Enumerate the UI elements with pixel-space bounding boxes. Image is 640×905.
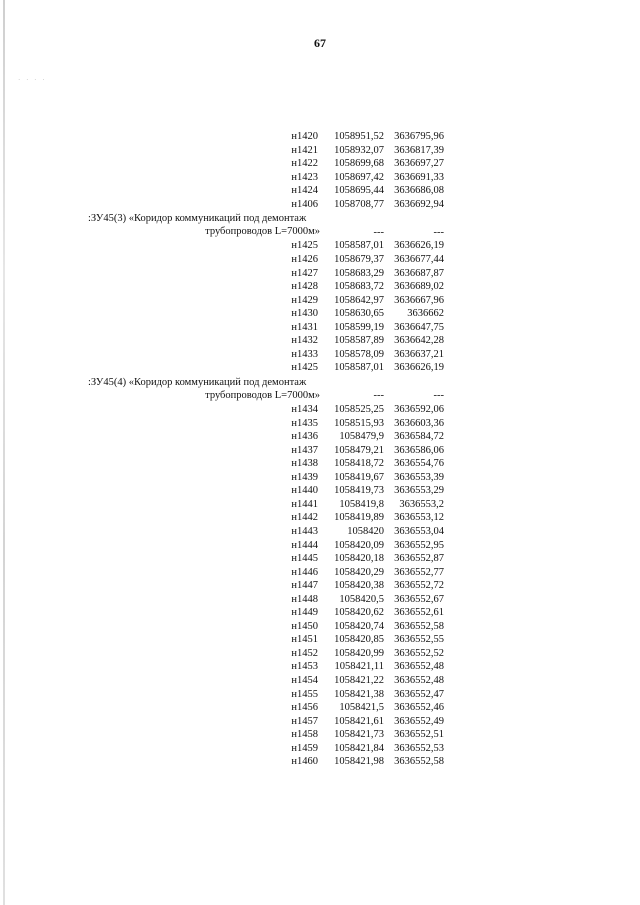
coord-x: 1058642,97 bbox=[334, 294, 384, 306]
table-row bbox=[0, 484, 640, 497]
table-row bbox=[0, 701, 640, 714]
coord-x: 1058421,5 bbox=[339, 702, 384, 714]
coord-x: 1058421,38 bbox=[334, 688, 384, 700]
point-id: н1450 bbox=[291, 620, 318, 632]
point-id: н1431 bbox=[291, 321, 318, 333]
table-row bbox=[0, 674, 640, 687]
point-id: н1442 bbox=[291, 512, 318, 524]
table-row bbox=[0, 417, 640, 430]
coord-x: --- bbox=[373, 226, 384, 238]
coord-y: 3636697,27 bbox=[394, 158, 444, 170]
coord-y: 3636552,95 bbox=[394, 539, 444, 551]
table-row bbox=[0, 361, 640, 374]
table-row bbox=[0, 444, 640, 457]
table-row bbox=[0, 130, 640, 143]
coord-y: 3636552,61 bbox=[394, 607, 444, 619]
coord-x: 1058419,89 bbox=[334, 512, 384, 524]
coord-y: 3636553,29 bbox=[394, 485, 444, 497]
table-row bbox=[0, 579, 640, 592]
point-id: н1436 bbox=[291, 431, 318, 443]
table-row bbox=[0, 430, 640, 443]
coord-x: 1058421,73 bbox=[334, 729, 384, 741]
coord-x: 1058679,37 bbox=[334, 253, 384, 265]
coord-x: 1058599,19 bbox=[334, 321, 384, 333]
table-row bbox=[0, 688, 640, 701]
point-id: н1439 bbox=[291, 471, 318, 483]
point-id: н1425 bbox=[291, 362, 318, 374]
point-id: н1426 bbox=[291, 253, 318, 265]
table-row bbox=[0, 593, 640, 606]
coord-y: 3636626,19 bbox=[394, 240, 444, 252]
point-id: н1453 bbox=[291, 661, 318, 673]
coord-x: 1058420,74 bbox=[334, 620, 384, 632]
coord-x: 1058479,21 bbox=[334, 444, 384, 456]
coord-y: 3636795,96 bbox=[394, 131, 444, 142]
coord-y: 3636552,55 bbox=[394, 634, 444, 646]
table-row bbox=[0, 253, 640, 266]
coord-x: 1058683,29 bbox=[334, 267, 384, 279]
table-row bbox=[0, 184, 640, 197]
table-row bbox=[0, 742, 640, 755]
point-id: н1440 bbox=[291, 485, 318, 497]
coord-x: --- bbox=[373, 390, 384, 402]
coord-x: 1058587,89 bbox=[334, 335, 384, 347]
point-id: н1421 bbox=[291, 144, 318, 156]
coord-x: 1058420,29 bbox=[334, 566, 384, 578]
coord-x: 1058420,62 bbox=[334, 607, 384, 619]
coord-y: 3636647,75 bbox=[394, 321, 444, 333]
coord-y: 3636553,2 bbox=[399, 498, 444, 510]
coord-y: 3636553,12 bbox=[394, 512, 444, 524]
point-id: н1441 bbox=[291, 498, 318, 510]
coord-y: --- bbox=[433, 390, 444, 402]
point-id: н1432 bbox=[291, 335, 318, 347]
coord-x: 1058695,44 bbox=[334, 185, 384, 197]
coord-y: 3636552,58 bbox=[394, 620, 444, 632]
coord-y: 3636692,94 bbox=[394, 198, 444, 210]
table-row bbox=[0, 171, 640, 184]
coord-x: 1058587,01 bbox=[334, 240, 384, 252]
point-id: н1434 bbox=[291, 404, 318, 415]
table-row bbox=[0, 660, 640, 673]
coord-x: 1058420 bbox=[347, 525, 384, 537]
table-row bbox=[0, 633, 640, 646]
table-row bbox=[0, 239, 640, 252]
coord-x: 1058421,11 bbox=[334, 661, 384, 673]
point-id: н1444 bbox=[291, 539, 318, 551]
table-row bbox=[0, 647, 640, 660]
coord-x: 1058630,65 bbox=[334, 308, 384, 320]
coord-x: 1058419,73 bbox=[334, 485, 384, 497]
coord-y: 3636552,52 bbox=[394, 647, 444, 659]
coord-x: 1058419,67 bbox=[334, 471, 384, 483]
coord-y: --- bbox=[433, 226, 444, 238]
point-id: н1438 bbox=[291, 458, 318, 470]
point-id: н1452 bbox=[291, 647, 318, 659]
coord-x: 1058578,09 bbox=[334, 348, 384, 360]
coord-y: 3636677,44 bbox=[394, 253, 444, 265]
coord-y: 3636689,02 bbox=[394, 281, 444, 293]
coord-x: 1058420,85 bbox=[334, 634, 384, 646]
point-id: н1448 bbox=[291, 593, 318, 605]
table-row bbox=[0, 294, 640, 307]
coord-y: 3636552,53 bbox=[394, 742, 444, 754]
point-id: н1449 bbox=[291, 607, 318, 619]
coord-y: 3636553,04 bbox=[394, 525, 444, 537]
section-title-line-2: трубопроводов L=7000м» bbox=[205, 226, 320, 238]
point-id: н1456 bbox=[291, 702, 318, 714]
coord-y: 3636586,06 bbox=[394, 444, 444, 456]
coord-x: 1058951,52 bbox=[334, 131, 384, 142]
table-row bbox=[0, 715, 640, 728]
dash-row bbox=[0, 389, 640, 402]
point-id: н1443 bbox=[291, 525, 318, 537]
coord-x: 1058708,77 bbox=[334, 198, 384, 210]
coord-x: 1058420,5 bbox=[339, 593, 384, 605]
point-id: н1446 bbox=[291, 566, 318, 578]
table-row bbox=[0, 728, 640, 741]
coord-x: 1058932,07 bbox=[334, 144, 384, 156]
coord-x: 1058419,8 bbox=[339, 498, 384, 510]
point-id: н1433 bbox=[291, 348, 318, 360]
coord-x: 1058587,01 bbox=[334, 362, 384, 374]
coord-y: 3636552,72 bbox=[394, 580, 444, 592]
dash-row bbox=[0, 226, 640, 239]
coord-y: 3636552,51 bbox=[394, 729, 444, 741]
point-id: н1406 bbox=[291, 198, 318, 210]
table-row bbox=[0, 144, 640, 157]
point-id: н1459 bbox=[291, 742, 318, 754]
coord-y: 3636687,87 bbox=[394, 267, 444, 279]
coord-y: 3636552,58 bbox=[394, 756, 444, 768]
coord-x: 1058683,72 bbox=[334, 281, 384, 293]
coord-x: 1058420,18 bbox=[334, 553, 384, 565]
table-row bbox=[0, 157, 640, 170]
coord-y: 3636642,28 bbox=[394, 335, 444, 347]
table-row bbox=[0, 566, 640, 579]
coord-y: 3636552,46 bbox=[394, 702, 444, 714]
coord-y: 3636553,39 bbox=[394, 471, 444, 483]
coord-x: 1058699,68 bbox=[334, 158, 384, 170]
table-row bbox=[0, 606, 640, 619]
point-id: н1435 bbox=[291, 417, 318, 429]
coord-x: 1058525,25 bbox=[334, 404, 384, 415]
coord-x: 1058479,9 bbox=[339, 431, 384, 443]
point-id: н1428 bbox=[291, 281, 318, 293]
coord-x: 1058421,22 bbox=[334, 675, 384, 686]
point-id: н1429 bbox=[291, 294, 318, 306]
table-row bbox=[0, 552, 640, 565]
coord-x: 1058420,38 bbox=[334, 580, 384, 592]
coord-y: 3636552,47 bbox=[394, 688, 444, 700]
point-id: н1445 bbox=[291, 553, 318, 565]
table-row bbox=[0, 539, 640, 552]
table-row bbox=[0, 334, 640, 347]
table-row bbox=[0, 511, 640, 524]
coord-x: 1058421,98 bbox=[334, 756, 384, 768]
coord-y: 3636584,72 bbox=[394, 431, 444, 443]
coord-y: 3636552,77 bbox=[394, 566, 444, 578]
table-row bbox=[0, 755, 640, 768]
coord-y: 3636552,48 bbox=[394, 661, 444, 673]
section-title-line-1: :ЗУ45(3) «Коридор коммуникаций под демонтаж bbox=[88, 213, 307, 225]
coord-y: 3636686,08 bbox=[394, 185, 444, 197]
coord-y: 3636552,48 bbox=[394, 675, 444, 686]
point-id: н1422 bbox=[291, 158, 318, 170]
coord-y: 3636691,33 bbox=[394, 171, 444, 183]
point-id: н1458 bbox=[291, 729, 318, 741]
point-id: н1420 bbox=[291, 131, 318, 142]
coord-y: 3636552,87 bbox=[394, 553, 444, 565]
coord-y: 3636626,19 bbox=[394, 362, 444, 374]
coord-y: 3636603,36 bbox=[394, 417, 444, 429]
coord-y: 3636554,76 bbox=[394, 458, 444, 470]
coord-x: 1058420,99 bbox=[334, 647, 384, 659]
coord-y: 3636592,06 bbox=[394, 404, 444, 415]
table-row bbox=[0, 307, 640, 320]
table-row bbox=[0, 267, 640, 280]
point-id: н1427 bbox=[291, 267, 318, 279]
coord-x: 1058421,84 bbox=[334, 742, 384, 754]
coord-x: 1058697,42 bbox=[334, 171, 384, 183]
coord-y: 3636667,96 bbox=[394, 294, 444, 306]
scan-marks: · · · · bbox=[18, 76, 47, 84]
point-id: н1460 bbox=[291, 756, 318, 768]
point-id: н1430 bbox=[291, 308, 318, 320]
point-id: н1447 bbox=[291, 580, 318, 592]
coord-x: 1058420,09 bbox=[334, 539, 384, 551]
point-id: н1425 bbox=[291, 240, 318, 252]
point-id: н1454 bbox=[291, 675, 318, 686]
table-row bbox=[0, 348, 640, 361]
page-number: 67 bbox=[314, 36, 326, 50]
point-id: н1455 bbox=[291, 688, 318, 700]
point-id: н1437 bbox=[291, 444, 318, 456]
coord-y: 3636662 bbox=[407, 308, 444, 320]
coord-y: 3636637,21 bbox=[394, 348, 444, 360]
table-row bbox=[0, 471, 640, 484]
coord-y: 3636817,39 bbox=[394, 144, 444, 156]
table-row bbox=[0, 280, 640, 293]
table-row bbox=[0, 457, 640, 470]
table-row bbox=[0, 498, 640, 511]
point-id: н1451 bbox=[291, 634, 318, 646]
section-title-line-1: :ЗУ45(4) «Коридор коммуникаций под демонтаж bbox=[88, 376, 307, 388]
table-row bbox=[0, 321, 640, 334]
coord-x: 1058515,93 bbox=[334, 417, 384, 429]
table-row bbox=[0, 525, 640, 538]
coord-x: 1058421,61 bbox=[334, 715, 384, 727]
point-id: н1457 bbox=[291, 715, 318, 727]
table-row bbox=[0, 198, 640, 211]
table-row bbox=[0, 620, 640, 633]
table-row bbox=[0, 403, 640, 416]
section-title-line-2: трубопроводов L=7000м» bbox=[205, 389, 320, 401]
coord-y: 3636552,67 bbox=[394, 593, 444, 605]
point-id: н1424 bbox=[291, 185, 318, 197]
coord-y: 3636552,49 bbox=[394, 715, 444, 727]
coord-x: 1058418,72 bbox=[334, 458, 384, 470]
point-id: н1423 bbox=[291, 171, 318, 183]
